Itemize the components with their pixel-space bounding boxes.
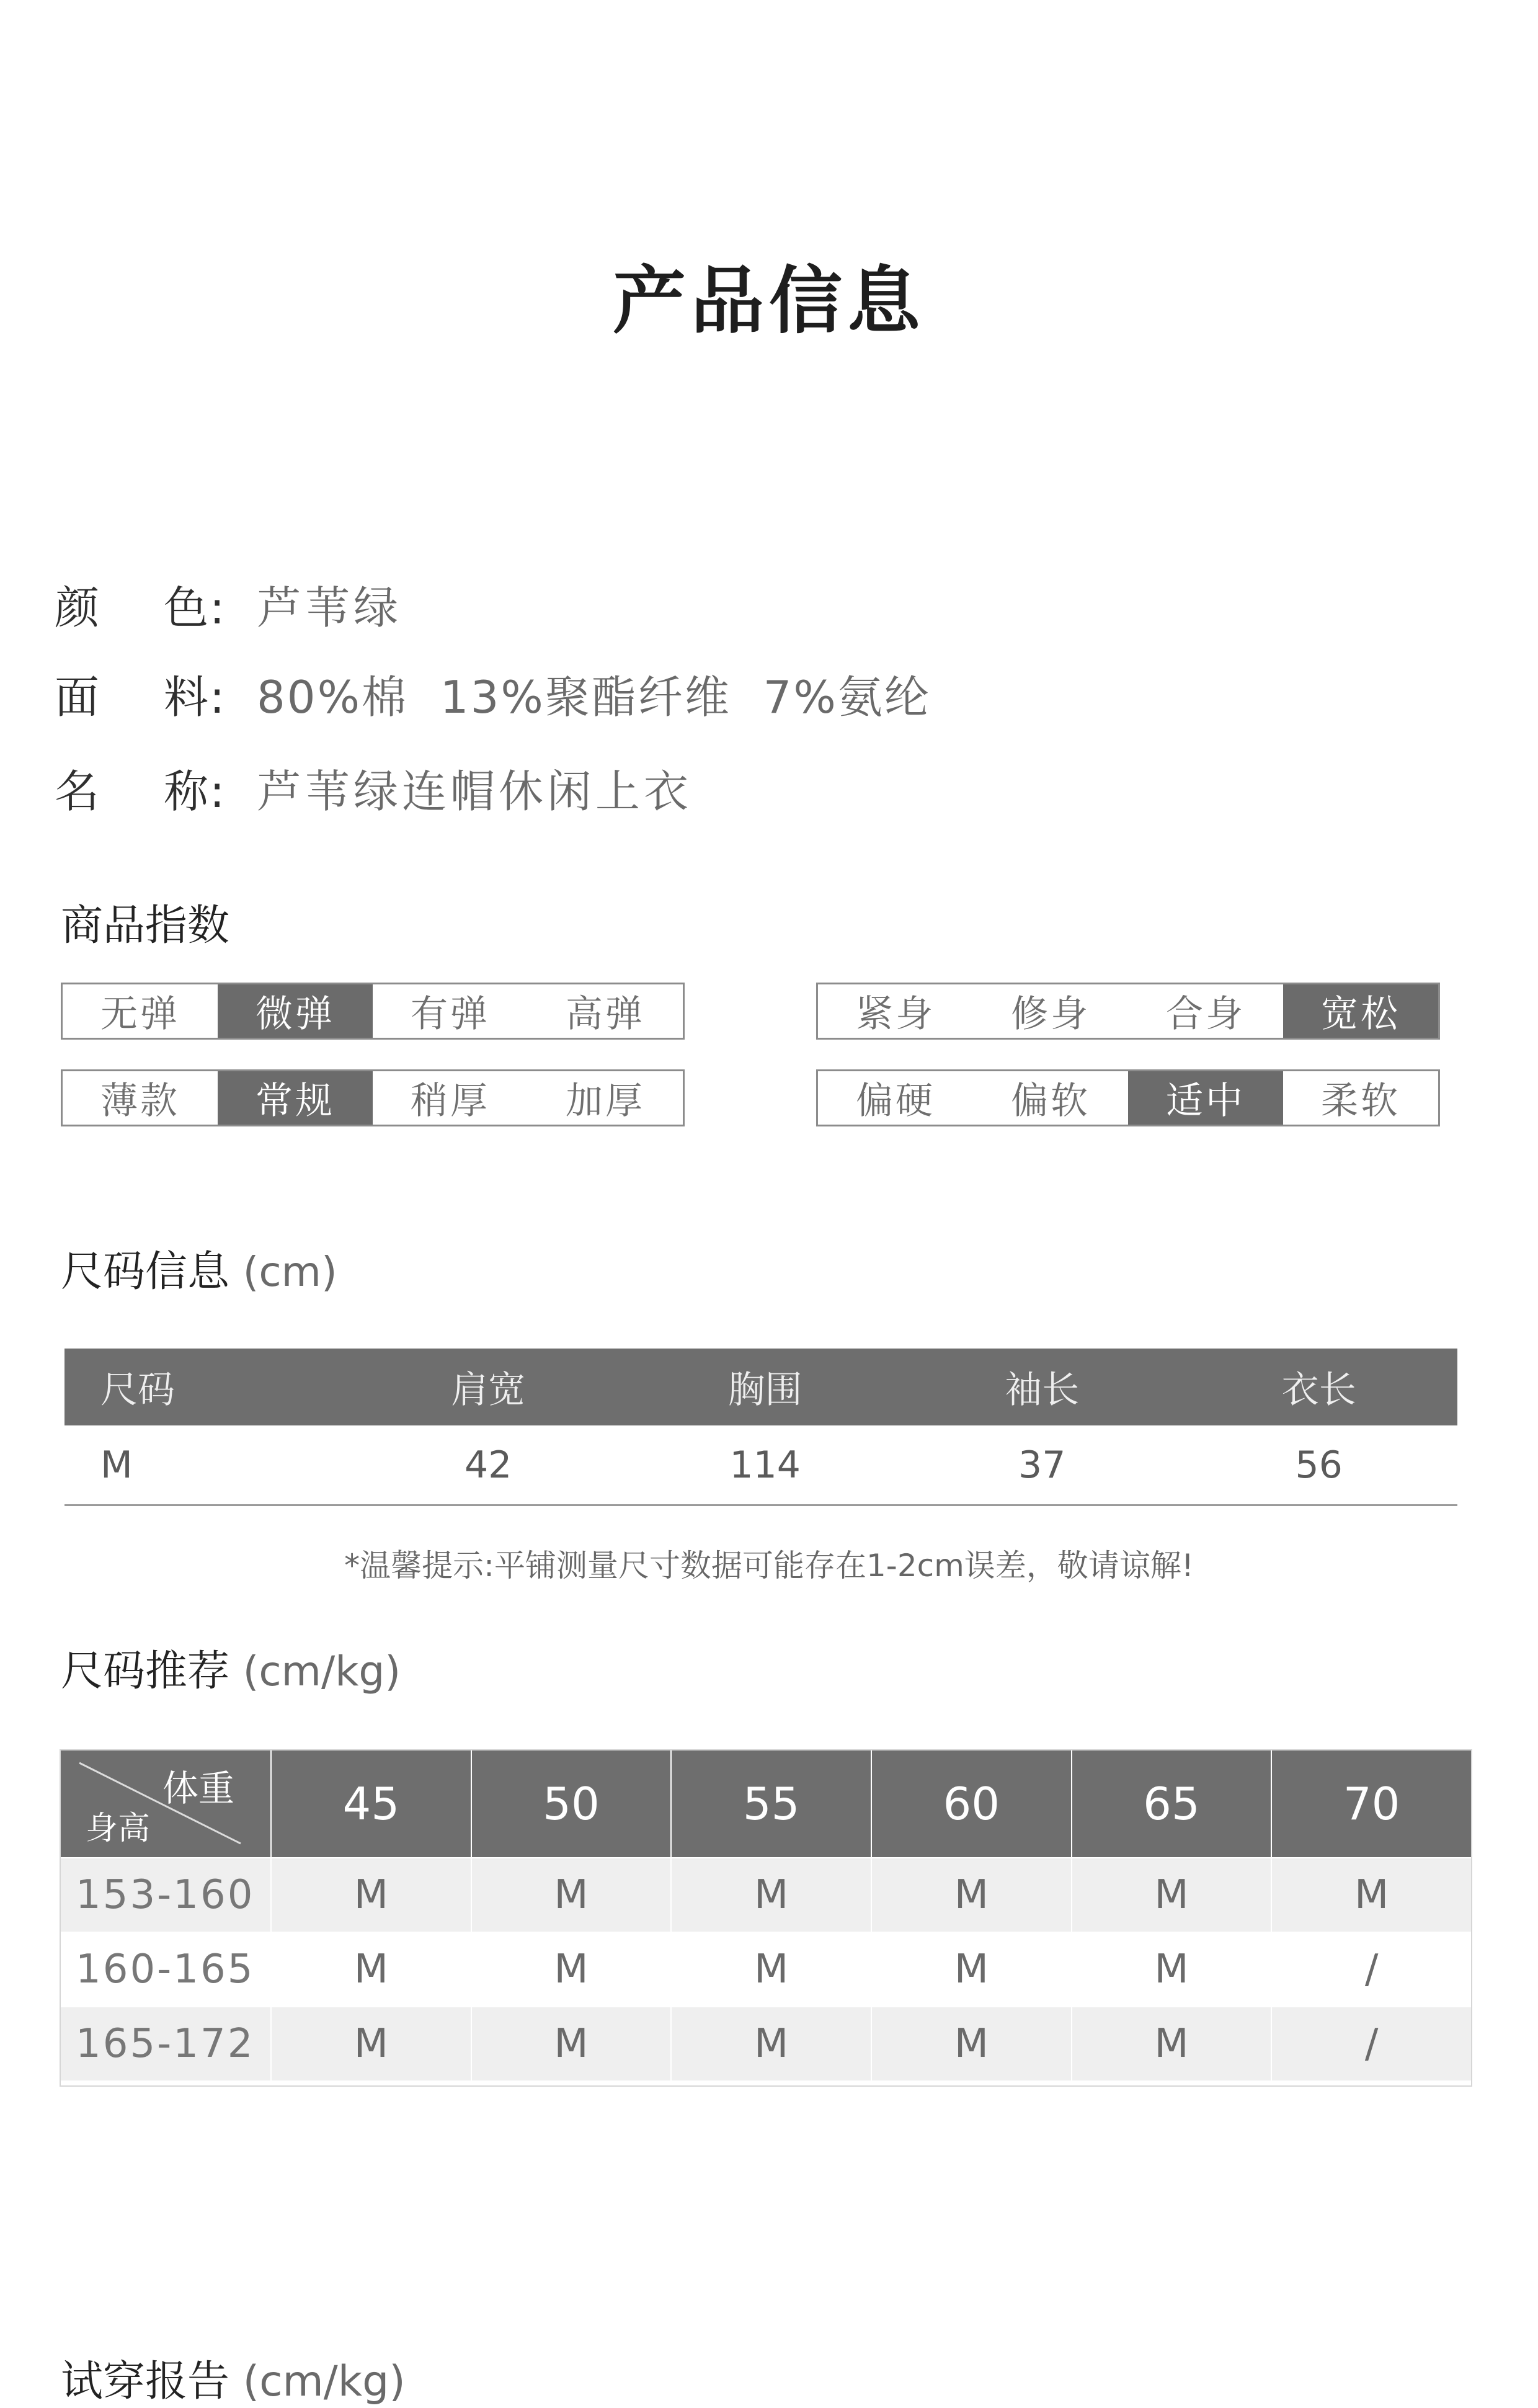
index-option: 微弹 bbox=[218, 984, 373, 1038]
size-cell: M bbox=[1271, 1858, 1472, 1932]
index-option: 适中 bbox=[1128, 1071, 1283, 1125]
size-cell: M bbox=[471, 1858, 672, 1932]
index-option: 柔软 bbox=[1321, 1079, 1400, 1123]
size-cell: / bbox=[1271, 1932, 1472, 2007]
size-cell: M bbox=[1072, 1858, 1272, 1932]
index-option: 薄款 bbox=[100, 1079, 180, 1123]
thickness-index bbox=[61, 1069, 685, 1126]
col-size: 尺码 bbox=[100, 1368, 175, 1412]
table-row bbox=[60, 1932, 1472, 2007]
size-cell: M bbox=[1072, 2007, 1272, 2081]
corner-weight-label: 体重 bbox=[162, 1767, 234, 1809]
index-option: 偏硬 bbox=[856, 1079, 935, 1123]
fitting-report-heading: 试穿报告 (cm/kg) bbox=[61, 2357, 406, 2406]
size-table-header bbox=[64, 1349, 1457, 1425]
recommend-header-row bbox=[60, 1750, 1472, 1858]
size-cell: M bbox=[871, 2007, 1072, 2081]
index-option: 宽松 bbox=[1283, 984, 1438, 1038]
cell-length: 56 bbox=[1295, 1443, 1343, 1487]
size-cell: M bbox=[471, 2007, 672, 2081]
size-cell: M bbox=[271, 2007, 471, 2081]
index-option: 稍厚 bbox=[411, 1079, 490, 1123]
elasticity-index bbox=[61, 983, 685, 1040]
page-title: 产品信息 bbox=[612, 258, 925, 344]
index-option: 常规 bbox=[218, 1071, 373, 1125]
table-row bbox=[60, 2007, 1472, 2081]
index-heading: 商品指数 bbox=[61, 901, 230, 950]
measurement-note: *温馨提示:平铺测量尺寸数据可能存在1-2cm误差，敬请谅解! bbox=[344, 1548, 1194, 1584]
index-option: 偏软 bbox=[1011, 1079, 1090, 1123]
index-option: 加厚 bbox=[566, 1079, 645, 1123]
cell-sleeve: 37 bbox=[1018, 1443, 1066, 1487]
weight-header: 45 bbox=[271, 1750, 471, 1858]
size-heading: 尺码信息 (cm) bbox=[61, 1247, 337, 1296]
height-cell: 165-172 bbox=[60, 2007, 271, 2081]
size-cell: M bbox=[671, 1932, 871, 2007]
col-chest: 胸围 bbox=[727, 1368, 802, 1412]
info-value-name: 芦苇绿连帽休闲上衣 bbox=[257, 765, 693, 818]
fit-index bbox=[816, 983, 1440, 1040]
size-cell: M bbox=[1072, 1932, 1272, 2007]
corner-height-label: 身高 bbox=[86, 1810, 151, 1847]
index-option: 紧身 bbox=[856, 992, 935, 1036]
index-option: 高弹 bbox=[566, 992, 645, 1036]
size-cell: M bbox=[671, 1858, 871, 1932]
recommend-heading: 尺码推荐 (cm/kg) bbox=[61, 1647, 401, 1696]
col-length: 衣长 bbox=[1281, 1368, 1356, 1412]
index-option: 有弹 bbox=[411, 992, 490, 1036]
table-row bbox=[64, 1425, 1457, 1506]
cell-chest: 114 bbox=[729, 1443, 801, 1487]
weight-header: 50 bbox=[471, 1750, 672, 1858]
index-option: 合身 bbox=[1166, 992, 1245, 1036]
size-cell: M bbox=[471, 1932, 672, 2007]
recommend-table bbox=[60, 1749, 1472, 2082]
index-option: 修身 bbox=[1011, 992, 1090, 1036]
height-cell: 160-165 bbox=[60, 1932, 271, 2007]
col-shoulder: 肩宽 bbox=[451, 1368, 526, 1412]
weight-header: 65 bbox=[1072, 1750, 1272, 1858]
recommend-unit: (cm/kg) bbox=[242, 1648, 401, 1695]
weight-header: 70 bbox=[1271, 1750, 1472, 1858]
col-sleeve: 袖长 bbox=[1005, 1368, 1080, 1412]
size-cell: M bbox=[871, 1932, 1072, 2007]
size-cell: M bbox=[871, 1858, 1072, 1932]
corner-cell bbox=[60, 1750, 271, 1858]
fitting-unit: (cm/kg) bbox=[242, 2357, 406, 2406]
height-cell: 153-160 bbox=[60, 1858, 271, 1932]
size-cell: / bbox=[1271, 2007, 1472, 2081]
info-value-fabric: 80%棉 13%聚酯纤维 7%氨纶 bbox=[257, 671, 931, 723]
weight-header: 60 bbox=[871, 1750, 1072, 1858]
weight-header: 55 bbox=[671, 1750, 871, 1858]
size-cell: M bbox=[271, 1858, 471, 1932]
size-unit: (cm) bbox=[242, 1248, 337, 1296]
size-table bbox=[64, 1349, 1457, 1506]
index-option: 无弹 bbox=[100, 992, 180, 1036]
size-cell: M bbox=[271, 1932, 471, 2007]
cell-shoulder: 42 bbox=[464, 1443, 512, 1487]
softness-index bbox=[816, 1069, 1440, 1126]
table-row bbox=[60, 1858, 1472, 1932]
info-value-color: 芦苇绿 bbox=[257, 582, 402, 634]
size-cell: M bbox=[671, 2007, 871, 2081]
cell-size: M bbox=[100, 1443, 133, 1487]
